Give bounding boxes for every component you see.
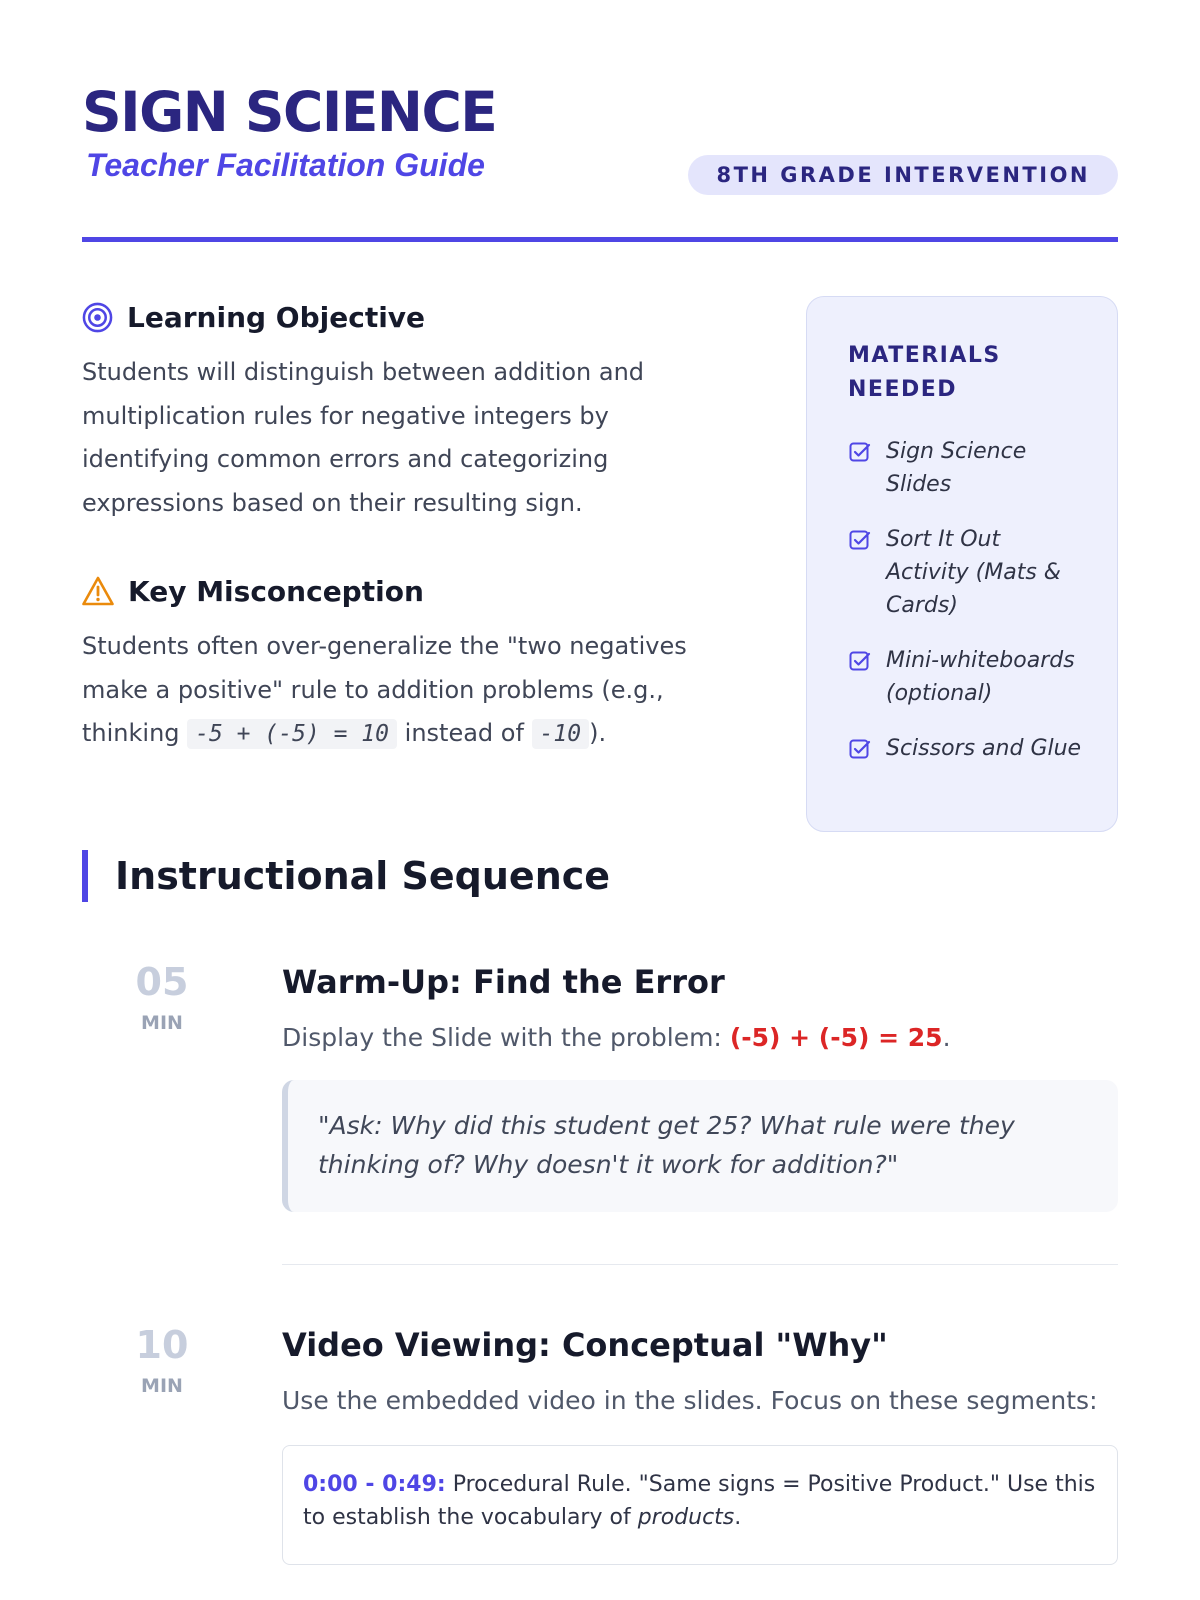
step-title: Warm-Up: Find the Error: [282, 963, 725, 1001]
misconception-text-start: Students often over-generalize the "two negatives make a positive" rule to addition problems (e.g., thinking: [82, 632, 687, 747]
correct-answer-code: -10: [532, 719, 590, 749]
misconception-text-middle: instead of: [397, 719, 532, 747]
materials-item: [848, 523, 1087, 622]
guide-header: [82, 0, 1118, 242]
step-minutes: 05: [135, 960, 189, 1004]
grade-badge: 8TH GRADE INTERVENTION: [688, 155, 1118, 195]
segment-text: Procedural Rule. "Same signs = Positive Product." Use this to establish the vocabulary of: [303, 1472, 1096, 1530]
checkbox-icon: [848, 738, 872, 762]
video-segment-card: [282, 1445, 1118, 1565]
sequence-heading: [82, 850, 1118, 902]
intro-section: [82, 242, 1118, 850]
step-description-end: .: [942, 1023, 951, 1052]
step-video-viewing: [82, 1323, 1118, 1565]
checkbox-icon: [848, 650, 872, 674]
misconception-text-end: ).: [589, 719, 607, 747]
step-unit: MIN: [141, 1375, 183, 1397]
step-unit: MIN: [141, 1012, 183, 1034]
teacher-prompt-quote: "Ask: Why did this student get 25? What rule were they thinking of? Why doesn't it work for addition?": [282, 1080, 1118, 1212]
materials-item: [848, 732, 1087, 765]
materials-item-label: Sort It Out Activity (Mats & Cards): [886, 527, 1061, 618]
materials-heading: MATERIALS NEEDED: [848, 343, 1001, 402]
page-title: SIGN SCIENCE: [82, 80, 497, 144]
step-warm-up: [82, 960, 1118, 1265]
page-subtitle: Teacher Facilitation Guide: [86, 147, 485, 183]
materials-item: [848, 435, 1087, 501]
materials-card: [806, 296, 1118, 832]
intro-left-column: [82, 297, 732, 757]
objective-text: Students will distinguish between addition and multiplication rules for negative integers by identifying common errors and categorizing expressions based on their resulting sign.: [82, 358, 645, 517]
misconception-heading-label: Key Misconception: [128, 574, 424, 608]
segment-text-end: .: [734, 1505, 742, 1530]
materials-item: [848, 644, 1087, 710]
materials-item-label: Scissors and Glue: [886, 736, 1082, 761]
segment-timestamp: 0:00 - 0:49:: [303, 1472, 446, 1497]
sequence-accent-bar: [82, 850, 88, 902]
step-divider: [282, 1264, 1118, 1265]
sequence-title: Instructional Sequence: [115, 854, 611, 898]
step-title: Video Viewing: Conceptual "Why": [282, 1326, 888, 1364]
segment-emphasis: products: [637, 1505, 735, 1530]
step-description: [282, 1020, 1118, 1056]
misconception-heading: [82, 571, 732, 611]
step-minutes: 10: [135, 1323, 189, 1367]
misconception-text: [82, 625, 732, 757]
checkbox-icon: [848, 441, 872, 465]
wrong-expression-code: -5 + (-5) = 10: [187, 719, 397, 749]
objective-heading: [82, 297, 732, 337]
checkbox-icon: [848, 529, 872, 553]
materials-item-label: Mini-whiteboards (optional): [886, 648, 1075, 706]
step-duration: [112, 960, 212, 1034]
error-expression: (-5) + (-5) = 25: [729, 1023, 943, 1052]
materials-item-label: Sign Science Slides: [886, 439, 1027, 497]
warning-icon: [82, 576, 114, 606]
step-description-text: Display the Slide with the problem:: [282, 1023, 730, 1052]
target-icon: [82, 302, 113, 333]
materials-list: [848, 435, 1087, 765]
step-description: Use the embedded video in the slides. Focus on these segments:: [282, 1386, 1098, 1415]
step-duration: [112, 1323, 212, 1397]
objective-heading-label: Learning Objective: [127, 300, 426, 334]
